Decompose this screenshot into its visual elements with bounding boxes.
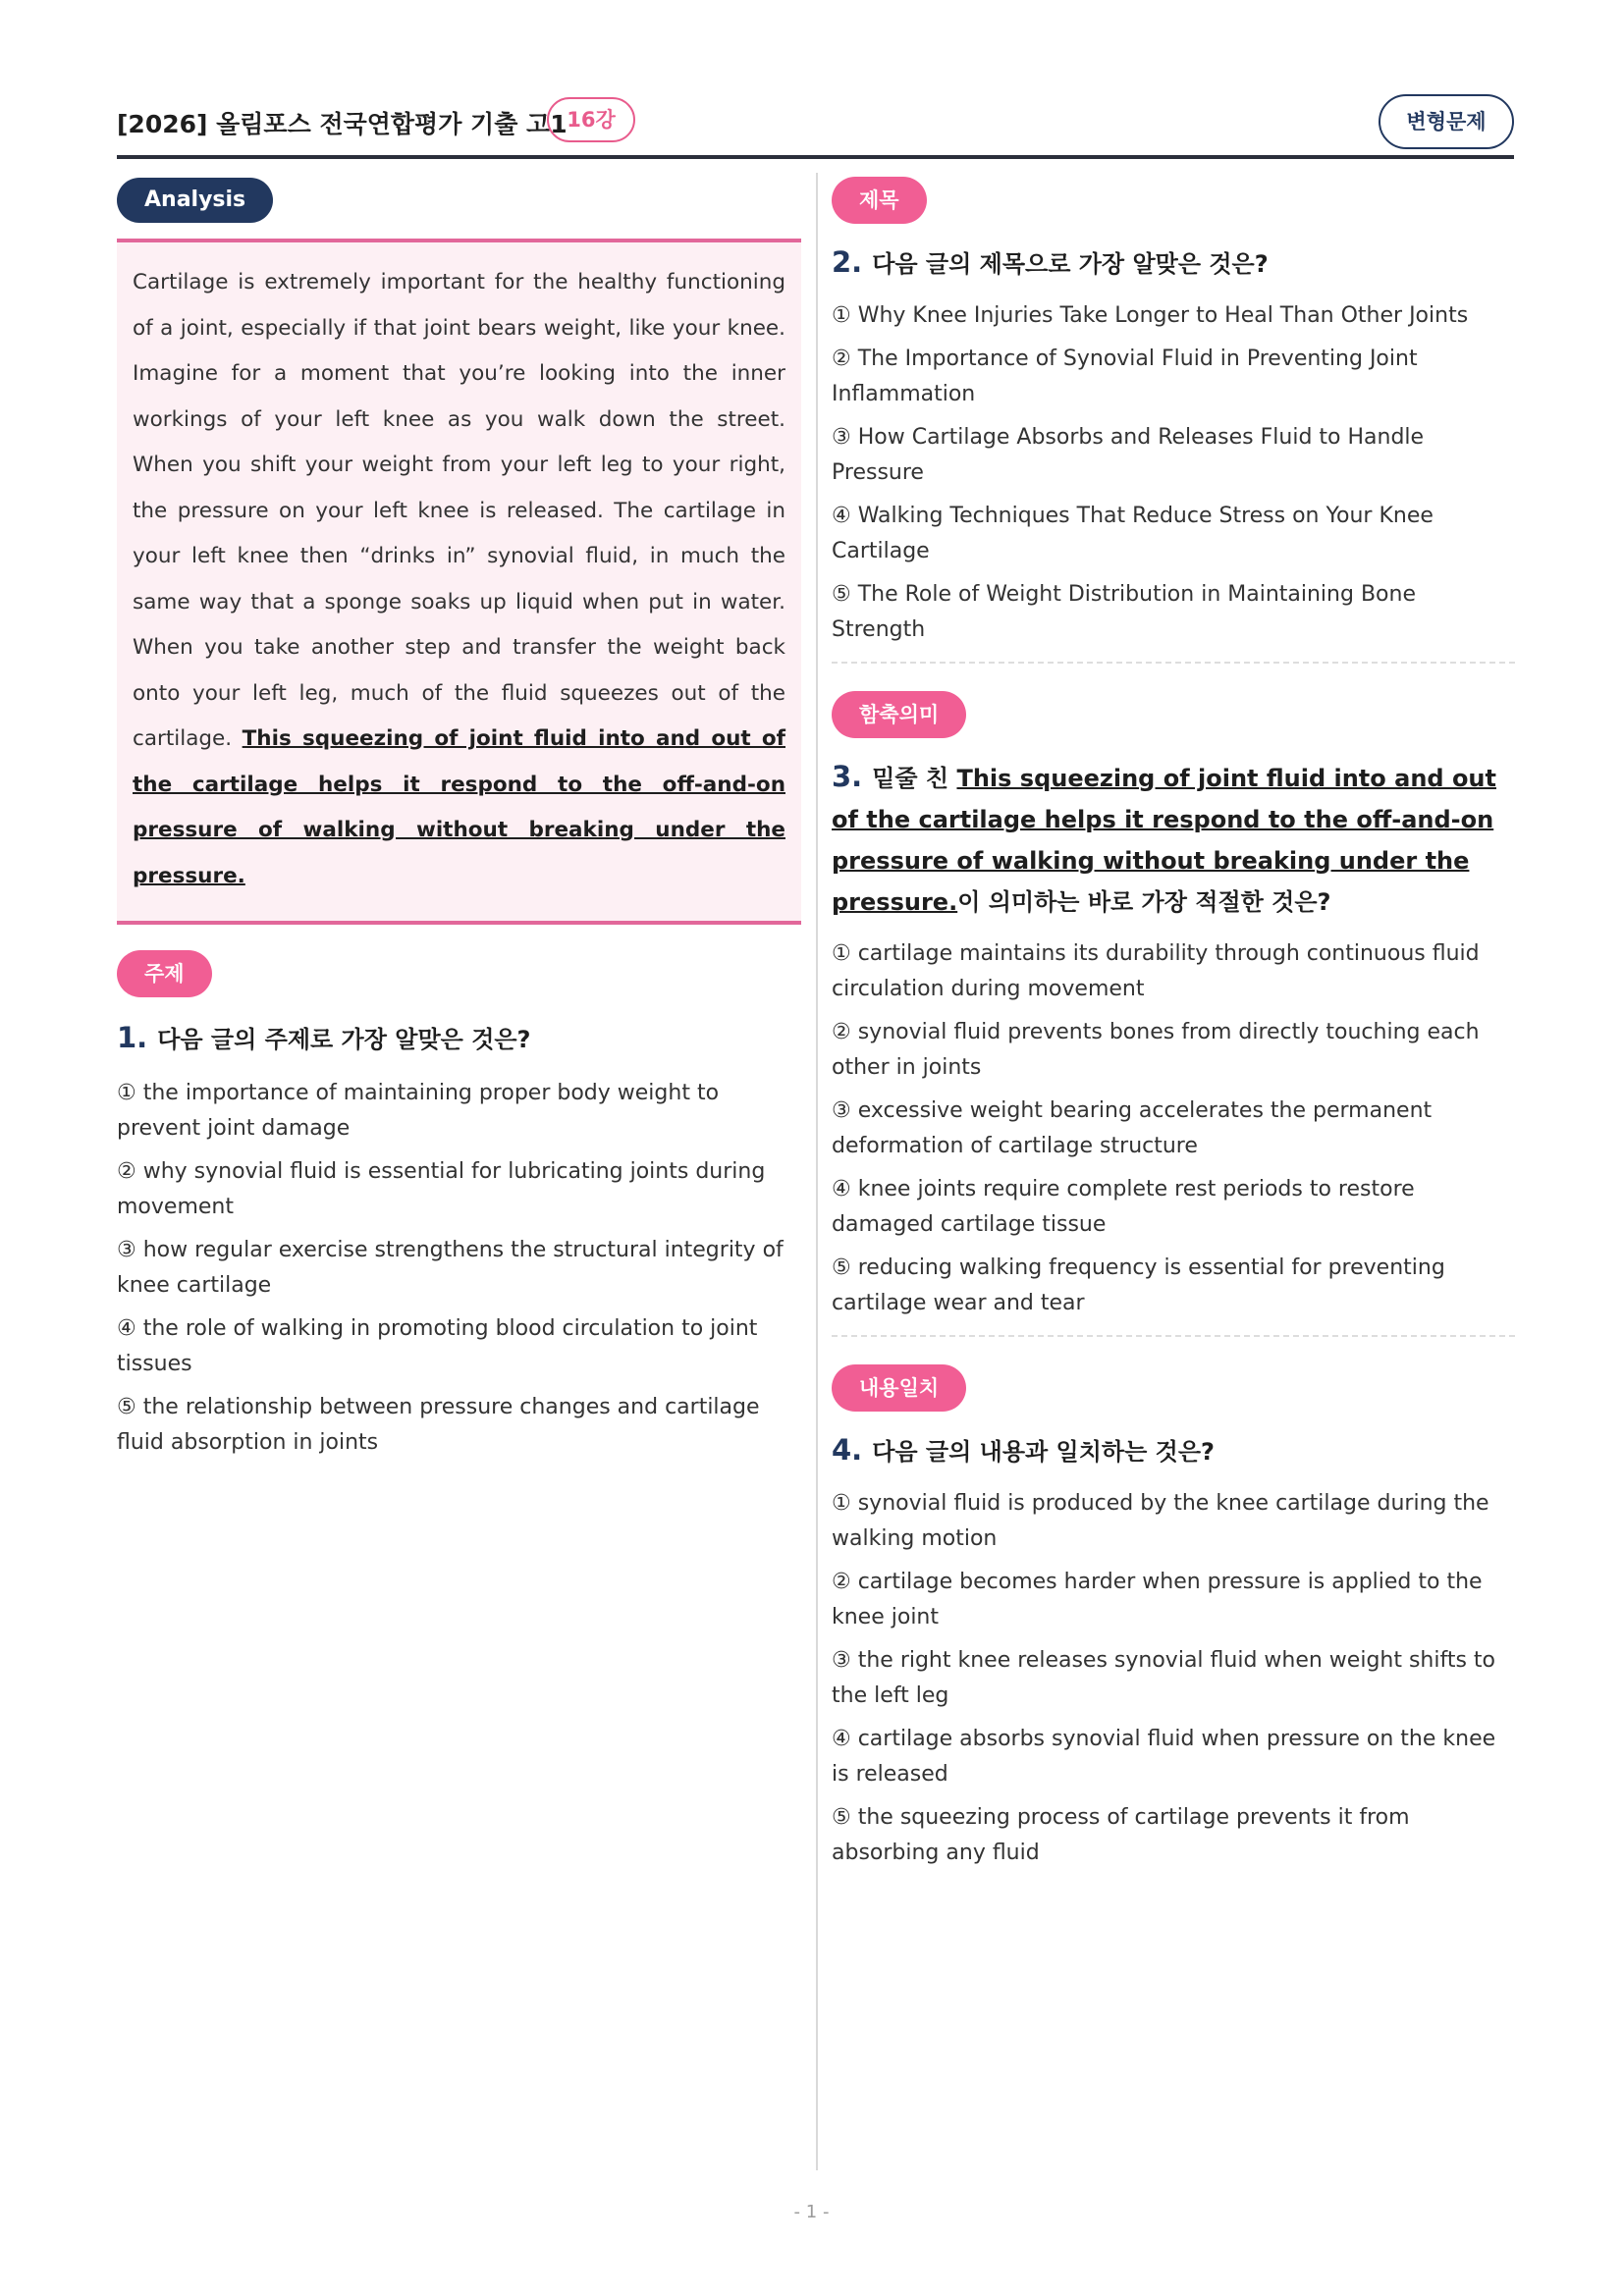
page-number: - 1 -	[793, 2202, 830, 2222]
right-column	[832, 177, 1515, 1879]
q2-option-4[interactable]: ④ Walking Techniques That Reduce Stress on Your Knee Cartilage	[832, 504, 1434, 563]
q3-option-2[interactable]: ② synovial fluid prevents bones from directly touching each other in joints	[832, 1020, 1480, 1080]
q2-option-3[interactable]: ③ How Cartilage Absorbs and Releases Fluid to Handle Pressure	[832, 425, 1425, 485]
q4-prompt-text: 다음 글의 내용과 일치하는 것은?	[872, 1438, 1215, 1466]
q4-option-2[interactable]: ② cartilage becomes harder when pressure is applied to the knee joint	[832, 1570, 1483, 1629]
left-column	[117, 178, 801, 1468]
q4-option-1[interactable]: ① synovial fluid is produced by the knee cartilage during the walking motion	[832, 1491, 1489, 1551]
q4-option-5[interactable]: ⑤ the squeezing process of cartilage prevents it from absorbing any fluid	[832, 1805, 1410, 1865]
page-header	[117, 94, 1514, 157]
q3-tag: 함축의미	[832, 691, 966, 738]
q3-option-5[interactable]: ⑤ reducing walking frequency is essential for preventing cartilage wear and tear	[832, 1255, 1445, 1315]
variant-badge: 변형문제	[1379, 94, 1514, 149]
page-title: [2026] 올림포스 전국연합평가 기출 고1	[117, 110, 568, 138]
q4-option-4[interactable]: ④ cartilage absorbs synovial fluid when pressure on the knee is released	[832, 1727, 1496, 1787]
q3-option-3[interactable]: ③ excessive weight bearing accelerates the permanent deformation of cartilage structure	[832, 1098, 1433, 1158]
header-divider	[117, 155, 1514, 159]
q3-prompt-prefix: 밑줄 친	[872, 765, 957, 792]
q2-prompt-text: 다음 글의 제목으로 가장 알맞은 것은?	[872, 250, 1269, 278]
q4-tag: 내용일치	[832, 1364, 966, 1412]
q1-options	[117, 1076, 801, 1461]
passage-underlined-sentence: This squeezing of joint fluid into and out of the cartilage helps it respond to the off-and-on pressure of walking without breaking under the pressure.	[133, 726, 785, 888]
q1-option-1[interactable]: ① the importance of maintaining proper body weight to prevent joint damage	[117, 1081, 720, 1141]
q3-prompt-underlined: This squeezing of joint fluid into and out of the cartilage helps it respond to the off-and-on pressure of walking without breaking under the pressure.	[832, 765, 1496, 916]
q1-option-4[interactable]: ④ the role of walking in promoting blood circulation to joint tissues	[117, 1316, 758, 1376]
section-separator	[832, 1335, 1515, 1337]
q1-tag: 주제	[117, 950, 212, 997]
question-4	[832, 1364, 1515, 1871]
question-2	[832, 177, 1515, 648]
q2-options	[832, 298, 1515, 648]
q2-option-2[interactable]: ② The Importance of Synovial Fluid in Preventing Joint Inflammation	[832, 347, 1418, 406]
q4-options	[832, 1486, 1515, 1871]
q4-option-3[interactable]: ③ the right knee releases synovial fluid when weight shifts to the left leg	[832, 1648, 1496, 1708]
q4-prompt	[832, 1429, 1515, 1472]
column-divider	[816, 173, 818, 2170]
q1-prompt-text: 다음 글의 주제로 가장 알맞은 것은?	[157, 1026, 531, 1053]
q4-number: 4.	[832, 1433, 863, 1467]
question-3	[832, 691, 1515, 1321]
q2-option-1[interactable]: ① Why Knee Injuries Take Longer to Heal Than Other Joints	[832, 303, 1469, 328]
q1-prompt	[117, 1017, 801, 1060]
passage-box	[117, 239, 801, 925]
question-1	[117, 950, 801, 1461]
q2-number: 2.	[832, 245, 863, 279]
passage-body: Cartilage is extremely important for the healthy functioning of a joint, especially if that joint bears weight, like your knee. Imagine for a moment that you’re looking into the inner workings of your left knee as you walk down the street. When you shift your weight from your left leg to your right, the pressure on your left knee is released. The cartilage in your left knee then “drinks in” synovial fluid, in much the same way that a sponge soaks up liquid when put in water. When you take another step and transfer the weight back onto your left leg, much of the fluid squeezes out of the cartilage.	[133, 270, 785, 751]
q2-tag: 제목	[832, 177, 927, 224]
analysis-label: Analysis	[117, 178, 273, 223]
q3-option-1[interactable]: ① cartilage maintains its durability through continuous fluid circulation during movement	[832, 941, 1480, 1001]
q1-option-5[interactable]: ⑤ the relationship between pressure changes and cartilage fluid absorption in joints	[117, 1395, 760, 1455]
q3-prompt	[832, 756, 1515, 923]
q3-options	[832, 936, 1515, 1321]
q1-option-2[interactable]: ② why synovial fluid is essential for lubricating joints during movement	[117, 1159, 766, 1219]
q2-prompt	[832, 241, 1515, 285]
lecture-badge: 16강	[547, 97, 635, 142]
q3-prompt-suffix: 이 의미하는 바로 가장 적절한 것은?	[957, 888, 1331, 916]
q1-number: 1.	[117, 1021, 148, 1054]
q3-number: 3.	[832, 760, 863, 793]
q2-option-5[interactable]: ⑤ The Role of Weight Distribution in Maintaining Bone Strength	[832, 582, 1416, 642]
section-separator	[832, 662, 1515, 664]
passage-text	[133, 260, 785, 899]
q1-option-3[interactable]: ③ how regular exercise strengthens the structural integrity of knee cartilage	[117, 1238, 784, 1298]
q3-option-4[interactable]: ④ knee joints require complete rest periods to restore damaged cartilage tissue	[832, 1177, 1415, 1237]
